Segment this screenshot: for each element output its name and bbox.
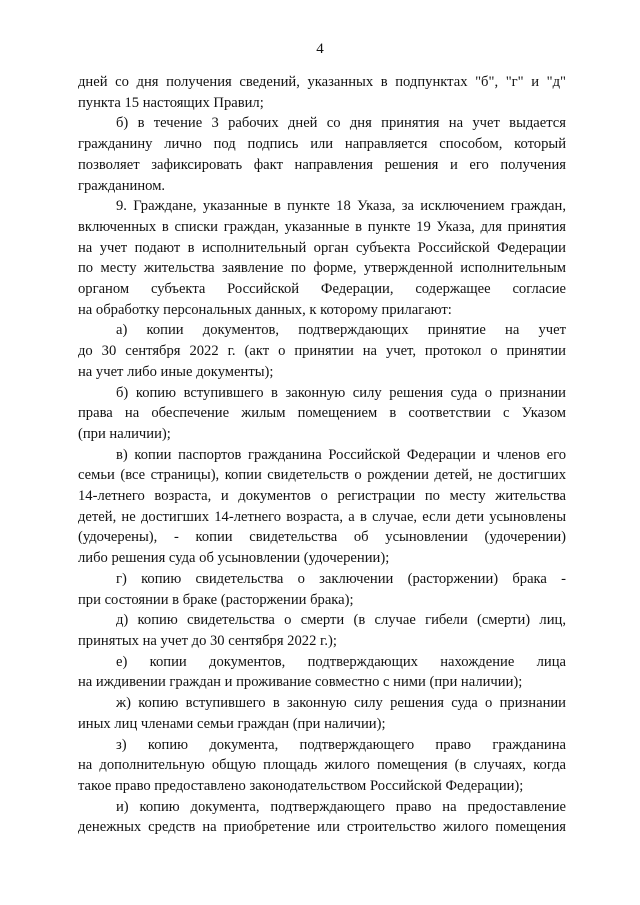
text-line: права на обеспечение жилым помещением в соответствии с Указом (78, 405, 566, 422)
text-line: г) копию свидетельства о заключении (расторжении) брака - (116, 570, 566, 587)
text-line: либо решения суда об усыновлении (удочерении); (78, 550, 390, 567)
text-line: иных лиц членами семьи граждан (при наличии); (78, 715, 386, 732)
text-line: и) копию документа, подтверждающего право на предоставление (116, 798, 566, 815)
text-line: принятых на учет до 30 сентября 2022 г.); (78, 632, 337, 649)
text-line: при состоянии в браке (расторжении брака); (78, 591, 354, 608)
text-line: включенных в списки граждан, указанные в пункте 19 Указа, для принятия (78, 218, 566, 235)
text-line: по месту жительства заявление по форме, утвержденной исполнительным (78, 260, 566, 277)
page-number: 4 (316, 41, 324, 57)
text-line: в) копии паспортов гражданина Российской Федерации и членов его (116, 446, 566, 463)
text-line: (при наличии); (78, 425, 171, 442)
text-line: 14-летнего возраста, и документов о регистрации по месту жительства (78, 488, 566, 505)
text-line: (удочерены), - копии свидетельства об усыновлении (удочерении) (78, 529, 566, 546)
text-line: органом субъекта Российской Федерации, содержащее согласие (78, 281, 566, 298)
text-line: такое право предоставлено законодательством Российской Федерации); (78, 777, 524, 794)
text-line: до 30 сентября 2022 г. (акт о принятии на учет, протокол о принятии (78, 343, 566, 360)
document-body (78, 72, 566, 838)
text-line: гражданину лично под подпись или направляется способом, который (78, 136, 566, 153)
text-line: детей, не достигших 14-летнего возраста, а в случае, если дети усыновлены (78, 508, 566, 525)
text-line: б) копию вступившего в законную силу решения суда о признании (116, 384, 566, 401)
text-line: на обработку персональных данных, к которому прилагают: (78, 301, 452, 318)
text-line: з) копию документа, подтверждающего право гражданина (116, 736, 566, 753)
text-line: гражданином. (78, 177, 166, 194)
text-line: денежных средств на приобретение или строительство жилого помещения (78, 819, 566, 836)
text-line: семьи (все страницы), копии свидетельств о рождении детей, не достигших (78, 467, 566, 484)
text-line: на учет подают в исполнительный орган субъекта Российской Федерации (78, 239, 566, 256)
text-line: а) копии документов, подтверждающих принятие на учет (116, 322, 566, 339)
text-line: пункта 15 настоящих Правил; (78, 94, 264, 111)
text-line: на дополнительную общую площадь жилого помещения (в случаях, когда (78, 757, 566, 774)
text-line: на учет либо иные документы); (78, 363, 274, 380)
text-line: ж) копию вступившего в законную силу решения суда о признании (116, 695, 566, 712)
text-line: д) копию свидетельства о смерти (в случае гибели (смерти) лиц, (116, 612, 566, 629)
text-line: дней со дня получения сведений, указанных в подпунктах "б", "г" и "д" (78, 74, 566, 90)
text-line: на иждивении граждан и проживание совместно с ними (при наличии); (78, 674, 523, 691)
text-line: б) в течение 3 рабочих дней со дня принятия на учет выдается (116, 115, 566, 132)
text-line: позволяет зафиксировать факт направления решения и его получения (78, 156, 566, 173)
text-line: е) копии документов, подтверждающих нахождение лица (116, 653, 566, 670)
text-line: 9. Граждане, указанные в пункте 18 Указа, за исключением граждан, (116, 198, 566, 215)
